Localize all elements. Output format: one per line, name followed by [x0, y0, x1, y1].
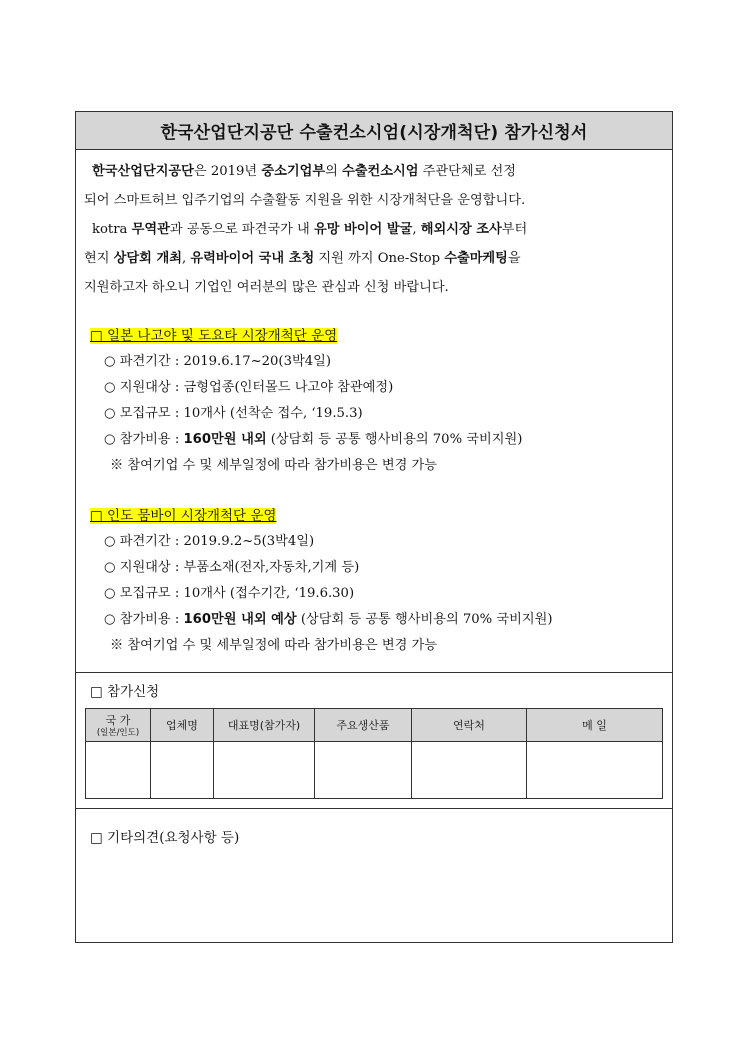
col-contact: 연락처: [412, 709, 527, 742]
application-section: [76, 672, 672, 809]
col-country: [86, 709, 151, 742]
india-period: ○ 파견기간 : 2019.9.2~5(3박4일): [104, 534, 315, 549]
application-label: □ 참가신청: [90, 684, 160, 700]
intro-meeting: 상담회 개최: [113, 251, 182, 266]
japan-note: ※ 참여기업 수 및 세부일정에 따라 참가비용은 변경 가능: [110, 458, 437, 473]
table-row: [86, 742, 663, 799]
email-cell[interactable]: [527, 742, 663, 799]
info-section: [76, 149, 672, 673]
japan-block: [90, 323, 522, 479]
india-note: ※ 참여기업 수 및 세부일정에 따라 참가비용은 변경 가능: [110, 638, 437, 653]
intro-marketing: 수출마케팅: [444, 251, 508, 266]
representative-cell[interactable]: [214, 742, 315, 799]
intro-text: 부터: [501, 222, 528, 237]
col-company: 업체명: [151, 709, 214, 742]
intro-line-2: 되어 스마트허브 입주기업의 수출활동 지원을 위한 시장개척단을 운영합니다.: [84, 193, 526, 208]
japan-target: ○ 지원대상 : 금형업종(인터몰드 나고야 참관예정): [104, 380, 394, 395]
cost-label: ○ 참가비용 :: [104, 612, 184, 627]
intro-text: 과 공동으로 파견국가 내: [169, 222, 314, 237]
intro-text: 지원 까지 One-Stop: [314, 251, 445, 266]
company-cell[interactable]: [151, 742, 214, 799]
japan-scale: ○ 모집규모 : 10개사 (선착순 접수, ‘19.5.3): [104, 406, 363, 421]
india-cost: [90, 607, 552, 633]
intro-invite: 유력바이어 국내 초청: [190, 251, 315, 266]
intro-consortium: 수출컨소시엄: [342, 164, 419, 179]
col-email: 메 일: [527, 709, 663, 742]
intro-buyer: 유망 바이어 발굴: [313, 222, 413, 237]
other-opinion-section[interactable]: [76, 808, 672, 942]
other-opinion-label: □ 기타의견(요청사항 등): [90, 830, 240, 846]
intro-text: ,: [181, 251, 191, 266]
application-table: [85, 708, 663, 799]
cost-note: (상담회 등 공통 행사비용의 70% 국비지원): [296, 612, 553, 627]
intro-text: ,: [412, 222, 421, 237]
intro-text: 을: [507, 251, 521, 266]
col-country-label: 국 가: [105, 714, 131, 727]
intro-text: kotra: [92, 222, 132, 237]
col-country-sub: (일본/인도): [96, 728, 140, 738]
country-cell[interactable]: [86, 742, 151, 799]
intro-line-5: 지원하고자 하오니 기업인 여러분의 많은 관심과 신청 바랍니다.: [84, 280, 449, 295]
form-title: 한국산업단지공단 수출컨소시엄(시장개척단) 참가신청서: [76, 112, 672, 150]
col-product: 주요생산품: [315, 709, 412, 742]
india-block: [90, 503, 552, 659]
application-form: [75, 111, 673, 943]
japan-heading: □ 일본 나고야 및 도요타 시장개척단 운영: [90, 328, 338, 344]
product-cell[interactable]: [315, 742, 412, 799]
india-target: ○ 지원대상 : 부품소재(전자,자동차,기계 등): [104, 560, 360, 575]
intro-text: 현지: [84, 251, 114, 266]
cost-note: (상담회 등 공통 행사비용의 70% 국비지원): [266, 432, 523, 447]
col-representative: 대표명(참가자): [214, 709, 315, 742]
intro-text: 의: [325, 164, 342, 179]
cost-amount: 160만원 내외 예상: [183, 612, 297, 627]
intro-text: 주관단체로 선정: [418, 164, 516, 179]
intro-text: 은 2019년: [193, 164, 262, 179]
contact-cell[interactable]: [412, 742, 527, 799]
cost-label: ○ 참가비용 :: [104, 432, 184, 447]
intro-research: 해외시장 조사: [420, 222, 502, 237]
intro-ministry: 중소기업부: [261, 164, 326, 179]
japan-period: ○ 파견기간 : 2019.6.17~20(3박4일): [104, 354, 331, 369]
japan-cost: [90, 427, 522, 453]
intro-org: 한국산업단지공단: [92, 164, 194, 179]
cost-amount: 160만원 내외: [183, 432, 267, 447]
india-scale: ○ 모집규모 : 10개사 (접수기간, ‘19.6.30): [104, 586, 355, 601]
india-heading: □ 인도 뭄바이 시장개척단 운영: [90, 508, 277, 524]
intro-paragraph: [84, 157, 668, 302]
intro-trade-office: 무역관: [131, 222, 170, 237]
